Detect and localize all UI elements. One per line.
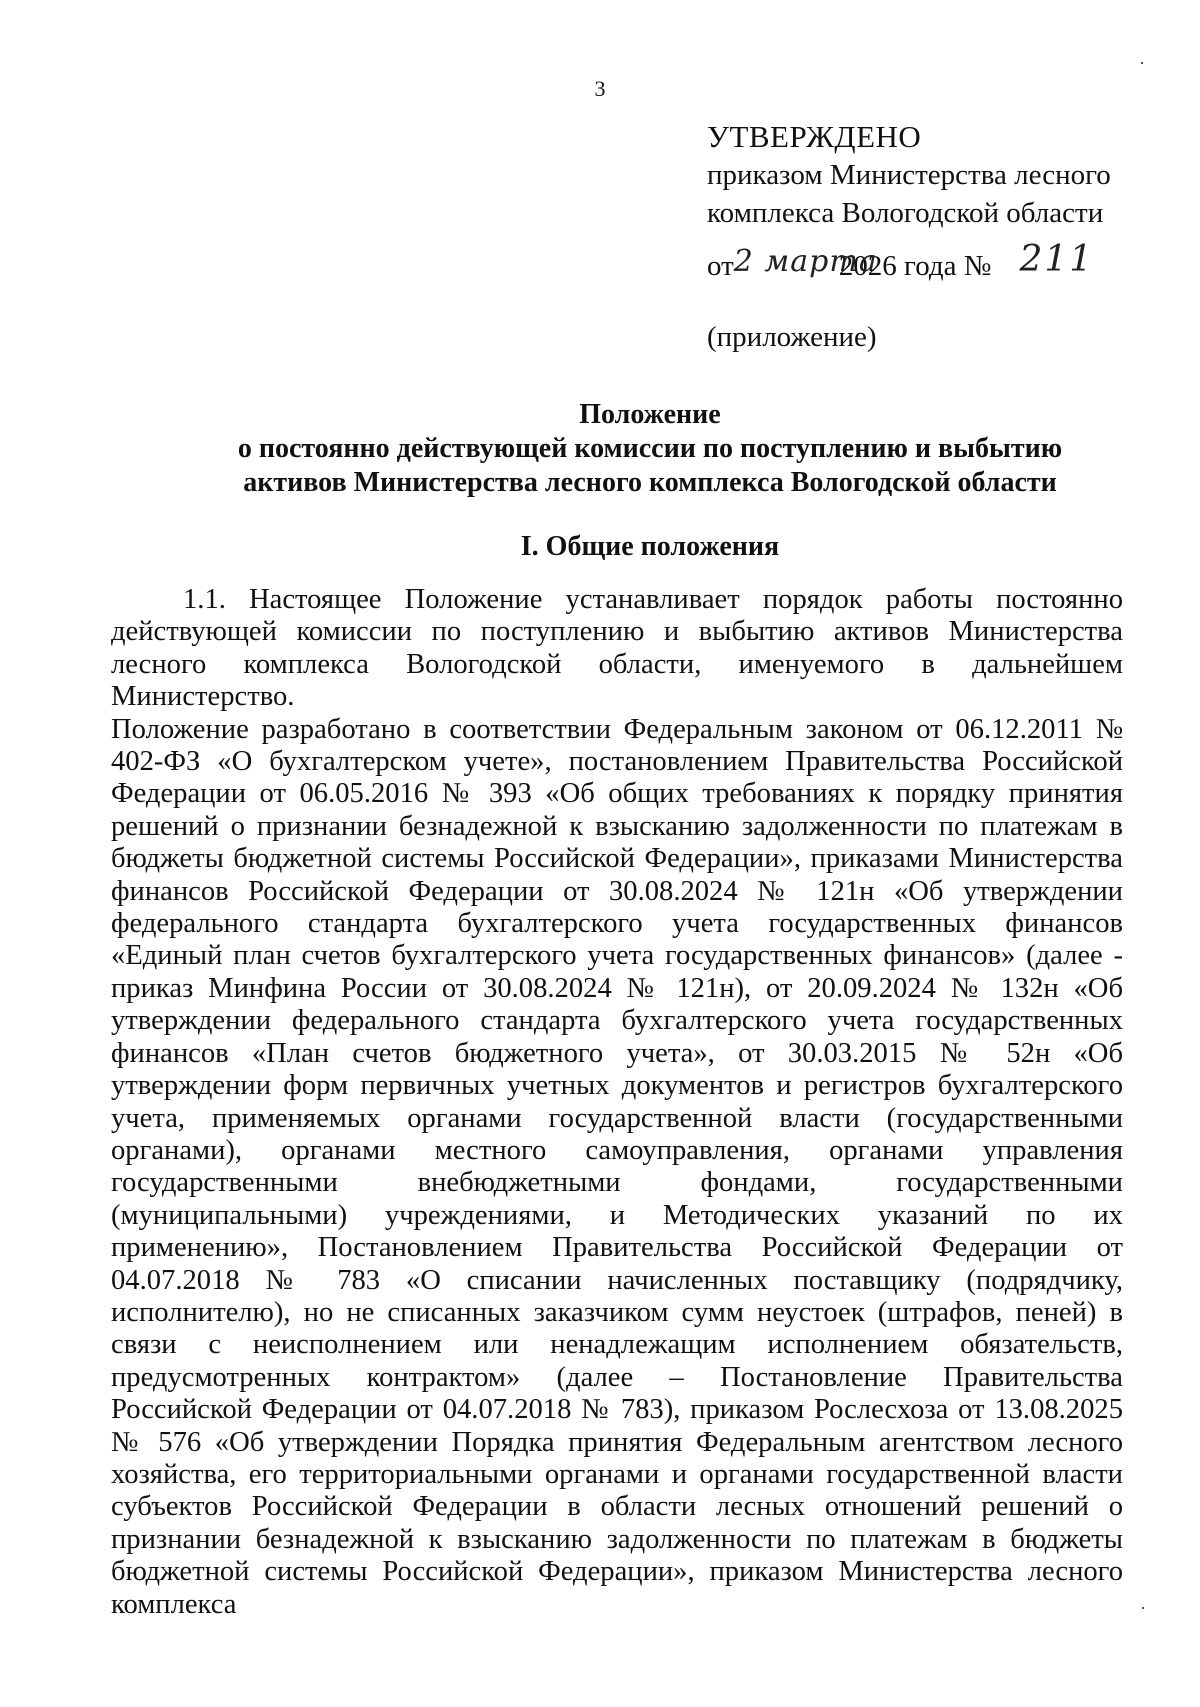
document-title-line-1: Положение [579, 399, 721, 430]
approval-stamp-block [707, 118, 1177, 232]
approval-line-2: комплекса Вологодской области [707, 197, 1104, 229]
page-number: 3 [594, 76, 606, 101]
paragraph-1-1: 1.1. Настоящее Положение устанавливает порядок работы постоянно действующей комиссии по поступлению и выбытию активов Министерства лесного комплекса Вологодской области, именуемого в дальнейшем Министерство. [111, 584, 1123, 713]
section-heading-general-provisions: I. Общие положения [520, 531, 780, 562]
order-reference-line [707, 240, 1177, 288]
approval-title: УТВЕРЖДЕНО [707, 119, 922, 154]
handwritten-order-date: 2 марта [733, 244, 878, 279]
document-body [111, 584, 1123, 1621]
order-prefix: от [707, 250, 734, 282]
paragraph-legal-basis: Положение разработано в соответствии Федеральным законом от 06.12.2011 № 402-ФЗ «О бухгалтерском учете», постановлением Правительства Российской Федерации от 06.05.2016 № 393 «Об общих требованиях к порядку принятия решений о признании безнадежной к взысканию задолженности по платежам в бюджеты бюджетной системы Российской Федерации», приказами Министерства финансов Российской Федерации от 30.08.2024 № 121н «Об утверждении федерального стандарта бухгалтерского учета государственных финансов «Единый план счетов бухгалтерского учета государственных финансов» (далее - приказ Минфина России от 30.08.2024 № 121н), от 20.09.2024 № 132н «Об утверждении федерального стандарта бухгалтерского учета государственных финансов «План счетов бюджетного учета», от 30.03.2015 № 52н «Об утверждении форм первичных учетных документов и регистров бухгалтерского учета, применяемых органами государственной власти (государственными органами), органами местного самоуправления, органами управления государственными внебюджетными фондами, государственными (муниципальными) учреждениями, и Методических указаний по их применению», Постановлением Правительства Российской Федерации от 04.07.2018 № 783 «О списании начисленных поставщику (подрядчику, исполнителю), но не списанных заказчиком сумм неустоек (штрафов, пеней) в связи с неисполнением или ненадлежащим исполнением обязательств, предусмотренных контрактом» (далее – Постановление Правительства Российской Федерации от 04.07.2018 № 783), приказом Рослесхоза от 13.08.2025 № 576 «Об утверждении Порядка принятия Федеральным агентством лесного хозяйства, его территориальными органами и органами государственной власти субъектов Российской Федерации в области лесных отношений решений о признании безнадежной к взысканию задолженности по платежам в бюджеты бюджетной системы Российской Федерации», приказом Министерства лесного комплекса [111, 713, 1123, 1620]
order-year: 2026 года № [838, 250, 992, 282]
document-title-line-2: о постоянно действующей комиссии по поступлению и выбытию [237, 433, 1063, 464]
scan-dot-mark [1142, 1607, 1144, 1609]
document-title [100, 398, 1200, 500]
document-title-line-3: активов Министерства лесного комплекса Вологодской области [243, 467, 1057, 498]
handwritten-order-number: 211 [1019, 239, 1095, 280]
scan-dot-mark [1141, 62, 1143, 64]
appendix-note: (приложение) [707, 321, 877, 353]
approval-line-1: приказом Министерства лесного [707, 159, 1111, 191]
